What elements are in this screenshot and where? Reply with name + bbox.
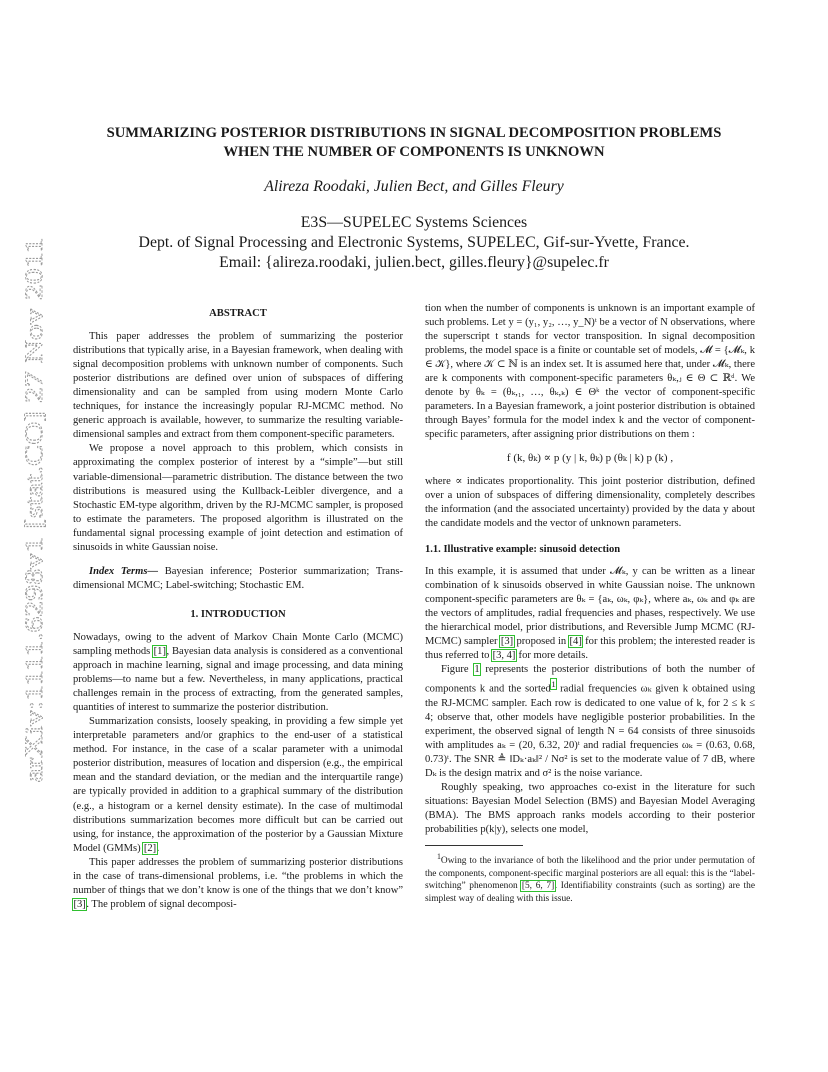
right-paragraph-1: tion when the number of components is unknown is an important example of such problems. Let y = (y₁, y₂, …, y_N)ᵗ be a vector of N observations, where the superscript t stands for vector transposition. In signal decomposition problems, the model space is a finite or countable set of models, 𝓜 = {𝓜ₖ, k ∈ 𝒦}, where 𝒦 ⊂ ℕ is an index set. It is assumed here that, under 𝓜ₖ, there are k components with component-specific parameters θₖ,ⱼ ∈ Θ ⊂ ℝᵈ. We denote by θₖ = (θₖ,₁, …, θₖ,ₖ) ∈ Θᵏ the vector of component-specific parameters. In a Bayesian framework, a joint posterior distribution is obtained through Bayes’ formula for the model index k and the vector of component-specific parameters, after assigning prior distributions on them : [425,303,755,441]
intro-paragraph-2: Summarization consists, loosely speaking, in providing a few simple yet interpretable parameters and/or graphics to the end-user of a statistical method. For instance, in the case of a scalar parameter with a unimodal posterior distribution, measures of location and dispersion (e.g., the empirical mean and the standard deviation, or the median and the interquartile range) are typically provided in addition to a graphical summary of the distribution (e.g., a histogram or a kernel density estimate). In the case of multimodal distributions summarization becomes more difficult but can be carried out using, for instance, the approximation of the posterior by a Gaussian Mixture Model (GMMs) [2]. [73,716,403,854]
posterior-equation: f (k, θₖ) ∝ p (y | k, θₖ) p (θₖ | k) p (k) , [506,452,674,465]
index-terms-text: Bayesian inference; Posterior summarization; Trans-dimensional MCMC; Label-switching; Stochastic EM. [73,565,403,591]
citation-link-3[interactable]: [3] [73,898,86,910]
example-paragraph-3: Roughly speaking, two approaches co-exist in the literature for such situations: Bayesian Model Selection (BMS) and Bayesian Model Averaging (BMA). The BMS approach ranks models according to their posterior probabilities p(k|y), selects one model, [425,781,755,836]
footnote-rule [425,845,523,846]
figure-link-1[interactable]: 1 [474,664,480,676]
example-paragraph-2: Figure 1 represents the posterior distributions of both the number of components k and the sorted$^1$ radial frequencies ωₖ given k obtained using the RJ-MCMC sampler. Each row is dedicated to one value of k, for 2 ≤ k ≤ 4; observe that, other models have negligible posterior probabilities. In the experiment, the observed signal of length N = 64 consists of three sinusoids with amplitudes aₖ = (20, 6.32, 20)ᵗ and radial frequencies ωₖ = (0.63, 0.68, 0.73)ᵗ. The SNR ≜ ‖Dₖ·aₖ‖² / Nσ² is set to the moderate value of 7 dB, where Dₖ is the design matrix and σ² is the noise variance. [425,664,755,779]
footnote: $^1$Owing to the invariance of both the likelihood and the prior under permutation of the components, component-specific marginal posteriors are all equal: this is the “label-switching” phenomenon [5, 6, 7]. Identifiability constraints (such as sorting) are the simplest way of dealing with this issue. [425,852,756,905]
footnote-link-1[interactable]: 1 [551,679,556,690]
introduction-heading: 1. INTRODUCTION [190,608,286,620]
intro-paragraph-1: Nowadays, owing to the advent of Markov Chain Monte Carlo (MCMC) sampling methods [1], Bayesian data analysis is considered as a conventional approach in machine learning, signal and image processing, and data mining problems—to name but a few. Nevertheless, in many applications, practical challenges remain in the process of extracting, from the generated samples, quantities of interest to summarize the posterior distribution. [73,631,403,714]
index-terms [73,565,403,593]
index-terms-label: Index Terms— [89,565,159,577]
intro-paragraph-3: This paper addresses the problem of summarizing posterior distributions in the case of trans-dimensional problems, i.e. “the problems in which the number of things that we don’t know is one of the things that we don’t know” [3]. The problem of signal decomposi- [73,856,403,910]
subsection-heading: 1.1. Illustrative example: sinusoid detection [425,543,621,555]
citation-link-2[interactable]: [2] [143,842,157,854]
arxiv-stamp-text: arXiv:1111.6298v1 [stat.CO] 27 Nov 2011 [21,355,48,783]
right-column [425,302,755,906]
authors: Alireza Roodaki, Julien Bect, and Gilles Fleury [264,178,564,195]
citation-link-3-4[interactable]: [3, 4] [492,650,516,662]
paper-title [60,124,768,161]
abstract-paragraph-2: We propose a novel approach to this problem, which consists in approximating the complex posterior of interest by a “simple”—but still variable-dimensional—parametric distribution. The distance between the two distributions is measured using the Kullback-Leibler divergence, and a Stochastic EM-type algorithm, driven by the RJ-MCMC sampler, is proposed to estimate the parameters. The proposed algorithm is illustrated on the fundamental signal processing example of joint detection and estimation of sinusoids in white Gaussian noise. [73,443,403,553]
citation-link-5-6-7[interactable]: [5, 6, 7] [521,881,555,892]
arxiv-stamp [6,230,66,790]
title-line-2: WHEN THE NUMBER OF COMPONENTS IS UNKNOWN [223,143,605,160]
title-line-1: SUMMARIZING POSTERIOR DISTRIBUTIONS IN SIGNAL DECOMPOSITION PROBLEMS [106,125,722,141]
citation-link-rjmcmc[interactable]: [3] [500,635,514,647]
affiliation [60,213,768,273]
abstract-paragraph-1: This paper addresses the problem of summarizing the posterior distributions that typically arise, in a Bayesian framework, when dealing with signal decomposition problems with unknown number of components. Such posterior distributions are defined over union of subspaces of differing dimensionality and can be sampled from using modern Monte Carlo techniques, for instance the increasingly popular RJ-MCMC method. No generic approach is available, however, to summarize the resulting variable-dimensional samples and extract from them component-specific parameters. [73,331,403,441]
email: Email: {alireza.roodaki, julien.bect, gilles.fleury}@supelec.fr [219,254,609,271]
citation-link-1[interactable]: [1] [153,645,166,657]
affiliation-line-2: Dept. of Signal Processing and Electronic Systems, SUPELEC, Gif-sur-Yvette, France. [138,234,690,251]
left-column [73,302,403,912]
example-paragraph-1: In this example, it is assumed that under 𝓜ₖ, y can be written as a linear combination of k sinusoids observed in white Gaussian noise. The unknown component-specific parameters are θₖ = {aₖ, ωₖ, φₖ}, where aₖ, ωₖ and φₖ are the vectors of amplitudes, radial frequencies and phases, respectively. We use the hierarchical model, prior distributions, and Reversible Jump MCMC (RJ-MCMC) sampler [3] proposed in [4] for this problem; the interested reader is thus referred to [3, 4] for more details. [425,565,755,662]
citation-link-4[interactable]: [4] [569,635,582,647]
abstract-heading: ABSTRACT [209,308,267,319]
affiliation-line-1: E3S—SUPELEC Systems Sciences [300,214,528,231]
right-paragraph-2: where ∝ indicates proportionality. This joint posterior distribution, defined over a union of subspaces of differing dimensionality, completely describes the information (and the associated uncertainty) provided by the data y about the candidate models and the vector of unknown parameters. [425,475,755,529]
footnote-mark: 1 [437,852,441,862]
